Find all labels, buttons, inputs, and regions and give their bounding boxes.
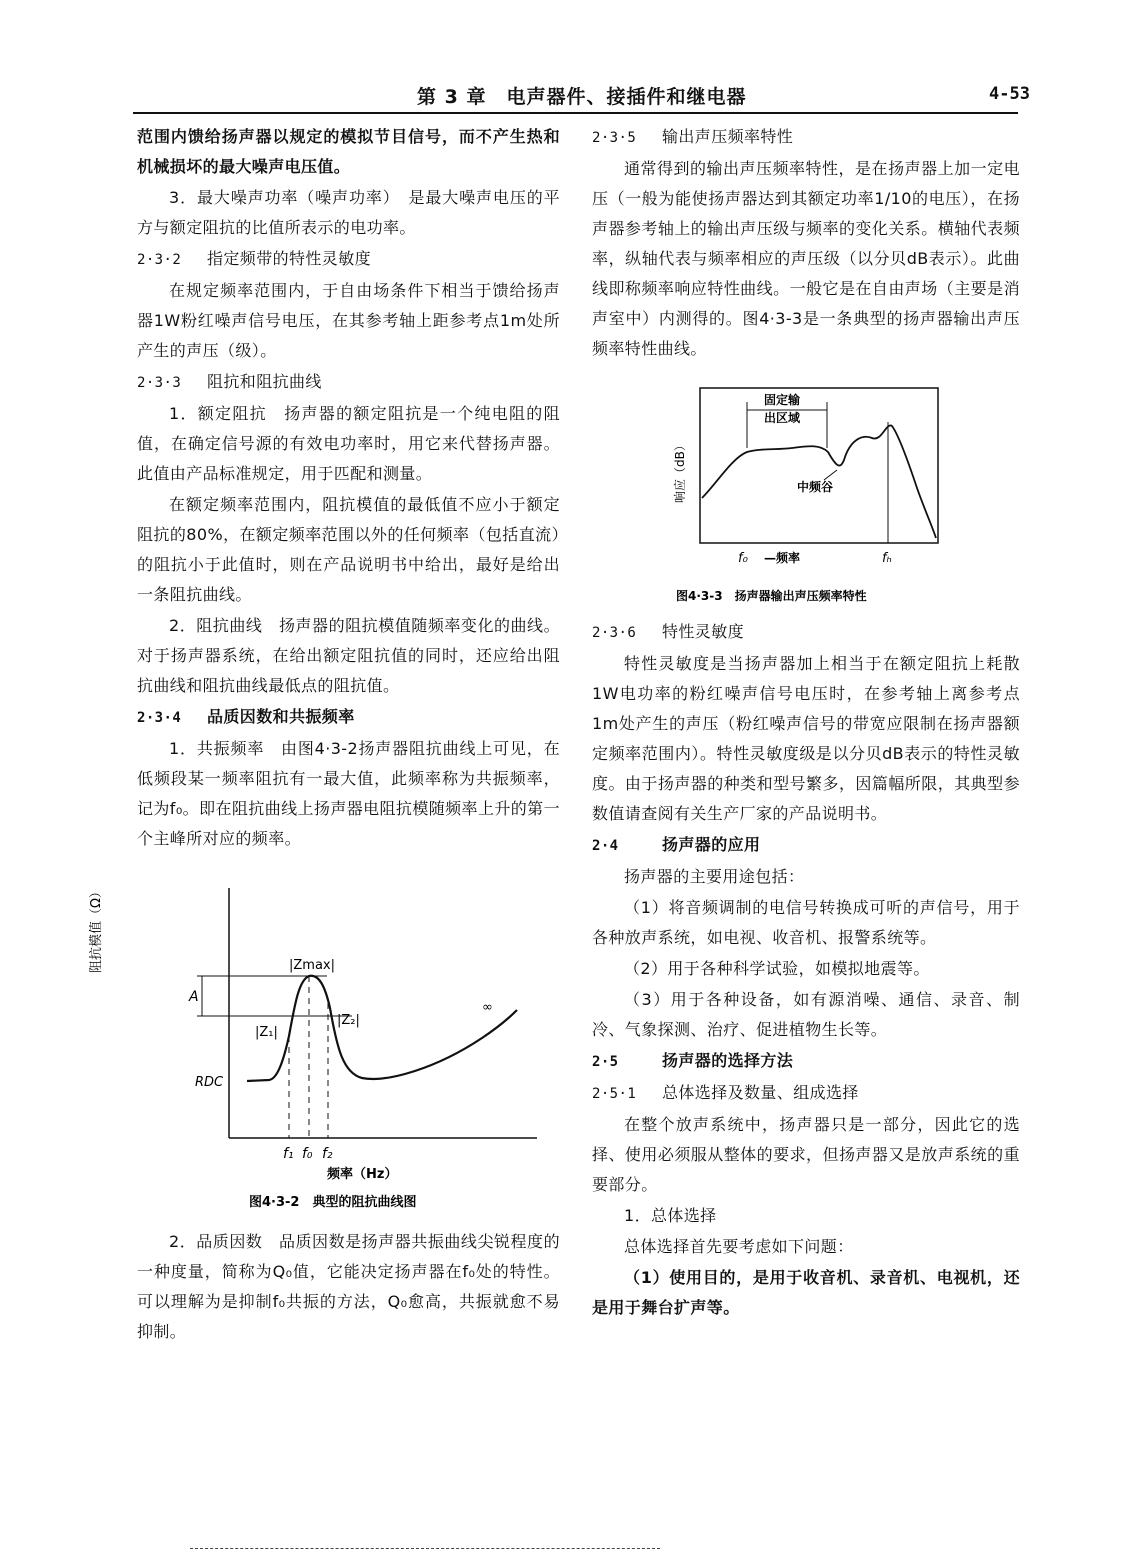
section-title: 特性灵敏度 [662, 622, 745, 641]
section-number: 2·3·3 [137, 375, 182, 391]
paragraph: （1）将音频调制的电信号转换成可听的声信号，用于各种放声系统，如电视、收音机、报警系统等。 [592, 898, 1020, 947]
section-title: 总体选择及数量、组成选择 [662, 1083, 859, 1102]
paragraph: 1．共振频率 由图4·3-2扬声器阻抗曲线上可见，在低频段某一频率阻抗有一最大值，此频率称为共振频率，记为f₀。即在阻抗曲线上扬声器电阻抗模随频率上升的第一个主峰所对应的频率。 [137, 739, 560, 848]
page-number: 4-53 [989, 84, 1030, 104]
figure-caption: 图4·3-2 典型的阻抗曲线图 [249, 1195, 417, 1210]
paragraph: 通常得到的输出声压频率特性，是在扬声器上加一定电压（一般为能使扬声器达到其额定功率1/10的电压），在扬声器参考轴上的输出声压级与频率的变化关系。横轴代表频率，纵轴代表与频率相应的声压级（以分贝dB表示）。此曲线即称频率响应特性曲线。一般它是在自由声场（主要是消声室中）内测得的。图4·3-3是一条典型的扬声器输出声压频率特性曲线。 [592, 159, 1020, 358]
a-label: A [189, 989, 199, 1005]
paragraph: 2．品质因数 品质因数是扬声器共振曲线尖锐程度的一种度量，简称为Q₀值，它能决定扬声器在f₀处的特性。可以理解为是抑制f₀共振的方法，Q₀愈高，共振就愈不易抑制。 [137, 1232, 560, 1341]
paragraph: 1．总体选择 [624, 1206, 717, 1225]
region-label-line2: 出区域 [764, 411, 801, 425]
f1-label: f₁ [283, 1146, 294, 1162]
impedance-figure [89, 868, 560, 1217]
valley-label: 中频谷 [797, 480, 834, 494]
paragraph: （1）使用目的，是用于收音机、录音机、电视机，还是用于舞台扩声等。 [592, 1268, 1020, 1317]
section-number: 2·3·5 [592, 130, 637, 146]
section-number: 2·5 [592, 1054, 619, 1070]
paragraph: 在额定频率范围内，阻抗模值的最低值不应小于额定阻抗的80%，在额定频率范围以外的任何频率（包括直流）的阻抗小于此值时，则在产品说明书中给出，最好是给出一条阻抗曲线。 [137, 495, 560, 604]
z1-label: |Z₁| [255, 1025, 278, 1040]
rdc-label: RDC [195, 1075, 224, 1090]
footer-rule [190, 1548, 660, 1549]
z2-label: |Z₂| [337, 1013, 360, 1028]
plot-frame [700, 388, 938, 543]
section-title: 指定频带的特性灵敏度 [207, 249, 372, 268]
section-heading [137, 367, 560, 398]
impedance-curve-diagram [89, 868, 560, 1213]
paragraph: （2）用于各种科学试验，如模拟地震等。 [624, 959, 930, 978]
paragraph: （3）用于各种设备，如有源消噪、通信、录音、制冷、气象探测、治疗、促进植物生长等。 [592, 990, 1020, 1039]
section-heading [137, 702, 560, 733]
infinity-label: ∞ [482, 1000, 493, 1015]
chapter-title: 第 3 章 电声器件、接插件和继电器 [417, 86, 747, 108]
paragraph: 范围内馈给扬声器以规定的模拟节目信号，而不产生热和机械损坏的最大噪声电压值。 [137, 127, 560, 176]
section-title: 品质因数和共振频率 [207, 707, 355, 726]
f2-label: f₂ [322, 1146, 333, 1162]
f0-label: f₀ [302, 1146, 313, 1162]
page-header [130, 82, 1030, 112]
figure-caption: 图4·3-3 扬声器输出声压频率特性 [676, 589, 867, 603]
f0-label: f₀ [738, 551, 748, 566]
frequency-response-diagram [592, 378, 1020, 613]
impedance-curve [247, 976, 517, 1081]
left-column [89, 122, 560, 1348]
fh-label: fₕ [882, 551, 892, 566]
section-number: 2·3·4 [137, 710, 182, 726]
paragraph: 2．阻抗曲线 扬声器的阻抗模值随频率变化的曲线。对于扬声器系统，在给出额定阻抗值的同时，还应给出阻抗曲线和阻抗曲线最低点的阻抗值。 [137, 616, 560, 695]
section-heading [592, 1046, 1020, 1077]
right-column [592, 122, 1020, 1324]
paragraph: 扬声器的主要用途包括： [624, 867, 805, 886]
section-heading [592, 617, 1020, 648]
paragraph: 在整个放声系统中，扬声器只是一部分，因此它的选择、使用必须服从整体的要求，但扬声器又是放声系统的重要部分。 [592, 1115, 1020, 1194]
section-number: 2·5·1 [592, 1086, 637, 1102]
section-title: 输出声压频率特性 [662, 127, 794, 146]
section-heading [592, 122, 1020, 153]
paragraph: 3．最大噪声功率（噪声功率） 是最大噪声电压的平方与额定阻抗的比值所表示的电功率。 [137, 188, 560, 237]
frequency-response-figure [592, 378, 1020, 617]
paragraph: 特性灵敏度是当扬声器加上相当于在额定阻抗上耗散1W电功率的粉红噪声信号电压时，在参考轴上离参考点1m处产生的声压（粉红噪声信号的带宽应限制在扬声器额定频率范围内）。特性灵敏度级是以分贝dB表示的特性灵敏度。由于扬声器的种类和型号繁多，因篇幅所限，其典型参数值请查阅有关生产厂家的产品说明书。 [592, 654, 1020, 823]
y-axis-label: 响应（dB） [673, 439, 687, 503]
x-axis-label: 频率（Hz） [327, 1167, 398, 1182]
paragraph: 在规定频率范围内，于自由场条件下相当于馈给扬声器1W粉红噪声信号电压，在其参考轴上距参考点1m处所产生的声压（级）。 [137, 281, 560, 360]
x-axis-label: —频率 [764, 551, 801, 565]
section-title: 扬声器的选择方法 [662, 1051, 794, 1070]
region-label-line1: 固定输 [764, 393, 801, 407]
section-number: 2·3·2 [137, 252, 182, 268]
header-rule [133, 112, 1018, 114]
section-number: 2·4 [592, 838, 619, 854]
zmax-label: |Zmax| [289, 958, 335, 973]
section-heading [592, 1078, 1020, 1109]
section-heading [592, 830, 1020, 861]
valley-pointer [824, 470, 837, 480]
section-title: 阻抗和阻抗曲线 [207, 372, 322, 391]
paragraph: 1．额定阻抗 扬声器的额定阻抗是一个纯电阻的阻值，在确定信号源的有效电功率时，用它来代替扬声器。此值由产品标准规定，用于匹配和测量。 [137, 404, 560, 483]
paragraph: 总体选择首先要考虑如下问题： [624, 1237, 854, 1256]
section-title: 扬声器的应用 [662, 835, 761, 854]
section-heading [137, 244, 560, 275]
y-axis-label: 阻抗模值（Ω） [89, 885, 104, 973]
section-number: 2·3·6 [592, 625, 637, 641]
